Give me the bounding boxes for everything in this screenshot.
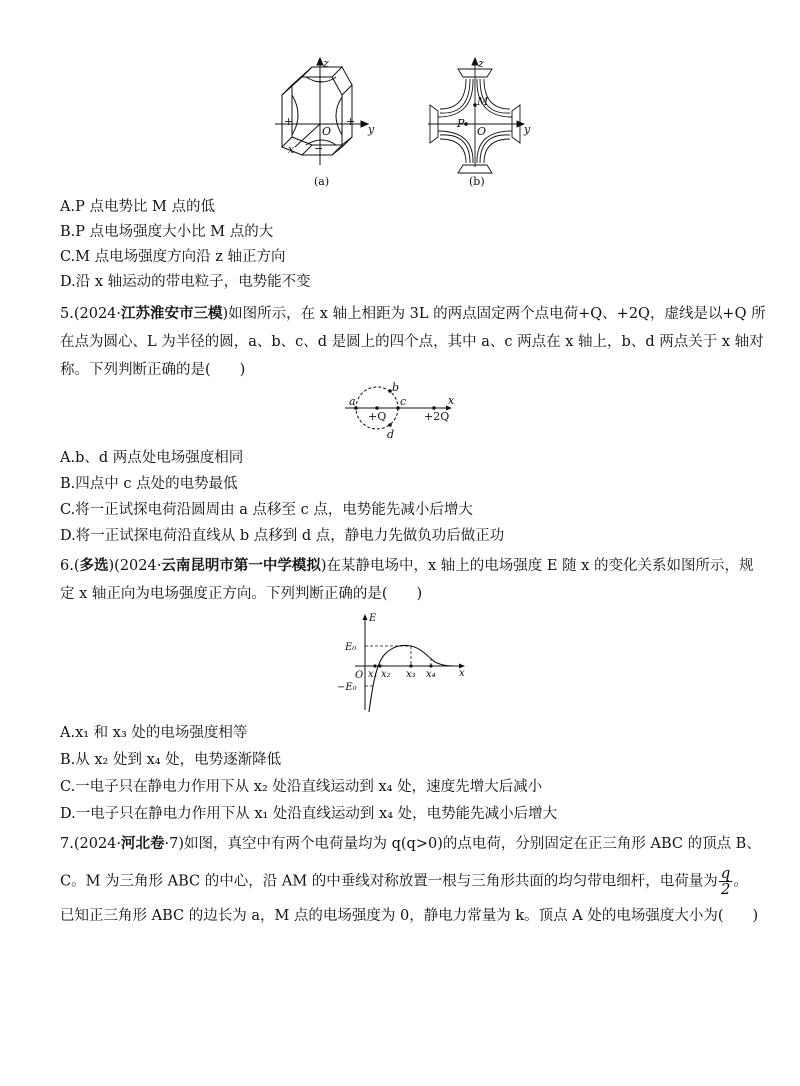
figure-a-x-label: x xyxy=(288,143,295,156)
q7-stem-line1 xyxy=(60,834,761,854)
fig5-q2-label: +2Q xyxy=(424,410,450,423)
q5-stem-line1 xyxy=(60,304,766,324)
fig6-e-axis-label: E xyxy=(369,613,377,624)
fig6-x-axis-label: x xyxy=(459,668,465,679)
fig6-e0-label: E₀ xyxy=(345,642,357,653)
figure-b-m-label: M xyxy=(477,95,489,108)
q5-stem-line3: 称。下列判断正确的是( ) xyxy=(60,362,246,378)
q5-option-d: D.将一正试探电荷沿直线从 b 点移到 d 点，静电力先做负功后做正功 xyxy=(60,528,505,544)
q5-source: 江苏淮安市三模 xyxy=(121,305,223,322)
figure-b-z-label: z xyxy=(478,57,484,70)
q6-source: 云南昆明市第一中学模拟 xyxy=(161,557,321,574)
fig5-d-label: d xyxy=(387,428,395,440)
fig5-c-label: c xyxy=(400,395,407,408)
q7-prefix: 7.(2024· xyxy=(60,836,122,852)
q7-source: 河北卷 xyxy=(121,835,165,852)
figure-a-z-label: z xyxy=(323,57,329,70)
svg-text:+: + xyxy=(284,115,294,128)
q6-option-b: B.从 x₂ 处到 x₄ 处，电势逐渐降低 xyxy=(60,752,282,768)
q4-option-a: A.P 点电势比 M 点的低 xyxy=(60,199,216,215)
q6-option-d: D.一电子只在静电力作用下从 x₁ 处沿直线运动到 x₄ 处，电势能先减小后增大 xyxy=(60,806,558,822)
fig6-x2-label: x₂ xyxy=(381,669,391,680)
fig6-neg-e0-label: −E₀ xyxy=(337,682,357,693)
q4-option-b: B.P 点电场强度大小比 M 点的大 xyxy=(60,224,274,240)
q6-option-a: A.x₁ 和 x₃ 处的电场强度相等 xyxy=(60,725,248,741)
q5-line1-rest: )如图所示，在 x 轴上相距为 3L 的两点固定两个点电荷+Q、+2Q，虚线是以+Q 所 xyxy=(222,306,766,322)
q4-option-d: D.沿 x 轴运动的带电粒子，电势能不变 xyxy=(60,274,311,290)
svg-text:−: − xyxy=(314,75,324,88)
q7-fraction-numerator: q xyxy=(720,864,731,882)
figure-q5 xyxy=(340,382,460,440)
fig6-x1-label: x₁ xyxy=(368,669,378,680)
q7-fraction-denominator: 2 xyxy=(720,880,731,898)
figure-ab xyxy=(270,55,540,190)
fig5-q1-label: +Q xyxy=(368,410,387,423)
q6-option-c: C.一电子只在静电力作用下从 x₂ 处沿直线运动到 x₄ 处，速度先增大后减小 xyxy=(60,779,543,795)
svg-text:−: − xyxy=(314,142,324,155)
fig5-b-label: b xyxy=(392,382,400,394)
fig6-origin-label: O xyxy=(355,670,364,681)
q6-multi: 多选 xyxy=(79,557,109,574)
figure-b-p-label: P xyxy=(457,117,465,130)
q5-prefix: 5.(2024· xyxy=(60,306,122,322)
figure-a-caption: (a) xyxy=(314,175,330,188)
q7-stem-line3: 已知正三角形 ABC 的边长为 a，M 点的电场强度为 0，静电力常量为 k。顶点 A 处的电场强度大小为( ) xyxy=(60,908,759,924)
q6-mid: )(2024· xyxy=(108,558,162,574)
q6-stem-line2: 定 x 轴正向为电场强度正方向。下列判断正确的是( ) xyxy=(60,586,423,602)
figure-q6 xyxy=(335,610,475,715)
fig5-x-label: x xyxy=(448,394,455,407)
q6-stem-line1 xyxy=(60,556,753,576)
q5-stem-line2: 在点为圆心、L 为半径的圆，a、b、c、d 是圆上的四个点，其中 a、c 两点在 x 轴上，b、d 两点关于 x 轴对 xyxy=(60,334,764,350)
fig6-x4-label: x₄ xyxy=(426,669,436,680)
q5-option-c: C.将一正试探电荷沿圆周由 a 点移至 c 点，电势能先减小后增大 xyxy=(60,502,473,518)
q7-line1-rest: ·7)如图，真空中有两个电荷量均为 q(q>0)的点电荷，分别固定在正三角形 ABC 的顶点 B、 xyxy=(164,836,761,852)
q6-prefix: 6.( xyxy=(60,558,80,574)
q7-stem-line2 xyxy=(60,866,748,897)
q6-line1-rest: )在某静电场中，x 轴上的电场强度 E 随 x 的变化关系如图所示，规 xyxy=(320,558,754,574)
q7-line2-end: 。 xyxy=(733,873,748,890)
q4-option-c: C.M 点电场强度方向沿 z 轴正方向 xyxy=(60,249,286,265)
figure-a-origin-label: O xyxy=(322,125,332,138)
fig6-x3-label: x₃ xyxy=(406,669,416,680)
q5-option-a: A.b、d 两点处电场强度相同 xyxy=(60,450,244,466)
figure-b-y-label: y xyxy=(524,123,531,136)
figure-b-origin-label: O xyxy=(477,125,487,138)
figure-b xyxy=(428,58,524,173)
q5-option-b: B.四点中 c 点处的电势最低 xyxy=(60,476,238,492)
figure-a-y-label: y xyxy=(368,123,375,136)
fig5-a-label: a xyxy=(349,395,356,408)
q7-line2-text: C。M 为三角形 ABC 的中心，沿 AM 的中垂线对称放置一根与三角形共面的均匀带电细杆，电荷量为 xyxy=(60,873,718,890)
figure-b-caption: (b) xyxy=(469,175,485,188)
svg-text:+: + xyxy=(346,115,356,128)
q7-fraction xyxy=(719,866,733,897)
